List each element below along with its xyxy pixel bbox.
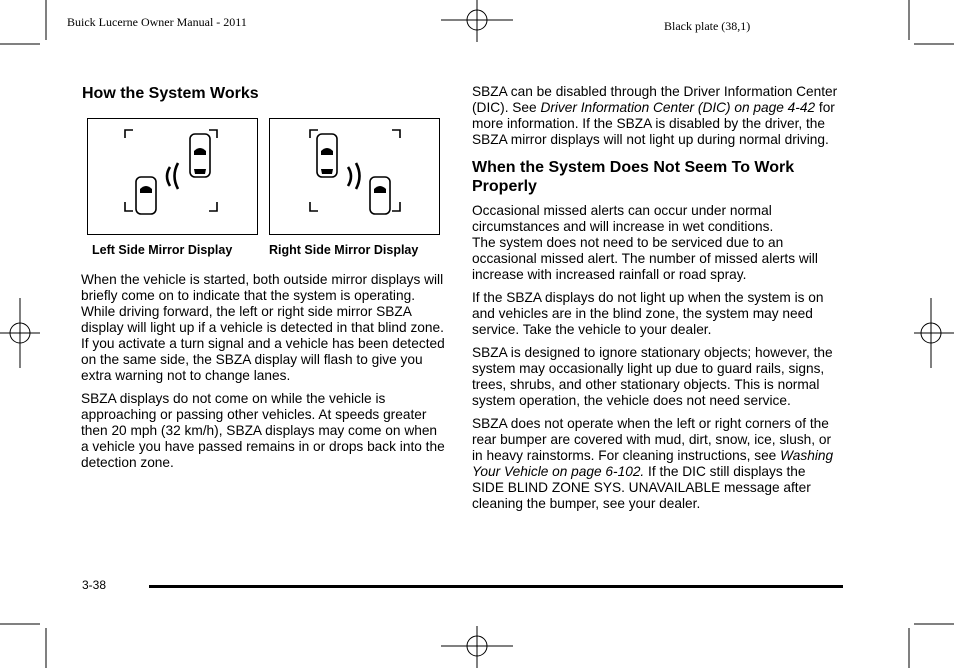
header-plate: Black plate (38,1) (664, 19, 751, 33)
page-number: 3-38 (82, 578, 107, 592)
cross-reference: Driver Information Center (DIC) on page 4-42 (540, 100, 816, 115)
left-mirror-figure (87, 118, 258, 235)
paragraph: If the SBZA displays do not light up when the system is on and vehicles are in the blind zone, the system may need service. Take the vehicle to your dealer. (472, 290, 824, 337)
paragraph: Occasional missed alerts can occur under normal circumstances and will increase in wet conditions. (472, 203, 774, 234)
text-span: If the DIC still displays the SIDE BLIND ZONE SYS. UNAVAILABLE message after cleaning the bumper, see your dealer. (472, 464, 811, 511)
text-span: SBZA does not operate when the left or right corners of the rear bumper are covered with mud, dirt, snow, ice, slush, or in heavy rainstorms. For cleaning instructions, see (472, 416, 832, 463)
section-heading: How the System Works (82, 85, 259, 102)
right-mirror-display-illustration (270, 119, 439, 234)
paragraph: SBZA is designed to ignore stationary objects; however, the system may occasionally light up due to guard rails, signs, trees, shrubs, and other stationary objects. This is normal system operation, the vehicle does not need service. (472, 345, 833, 408)
text-span: for more information. If the SBZA is disabled by the driver, the SBZA mirror displays will not light up during normal driving. (472, 100, 835, 147)
section-heading: When the System Does Not Seem To Work Properly (472, 159, 795, 195)
left-column (82, 84, 452, 103)
paragraph (472, 416, 838, 512)
paragraph (472, 84, 838, 148)
left-figure-caption: Left Side Mirror Display (92, 243, 233, 257)
footer-rule (149, 585, 843, 588)
left-mirror-display-illustration (88, 119, 257, 234)
paragraph: SBZA displays do not come on while the vehicle is approaching or passing other vehicles. At speeds greater then 20 mph (32 km/h), SBZA displays may come on when a vehicle you have passed remains in or drops back into the detection zone. (81, 391, 445, 470)
right-column (472, 84, 838, 519)
paragraph: When the vehicle is started, both outside mirror displays will briefly come on to indicate that the system is operating. While driving forward, the left or right side mirror SBZA display will light up if a vehicle is detected in that blind zone. If you activate a turn signal and a vehicle has been detected on the same side, the SBZA display will flash to give you extra warning not to change lanes. (81, 272, 445, 383)
right-mirror-figure (269, 118, 440, 235)
cross-reference: Washing Your Vehicle on page 6-102. (472, 448, 834, 479)
header-title: Buick Lucerne Owner Manual - 2011 (67, 15, 247, 29)
right-figure-caption: Right Side Mirror Display (269, 243, 419, 257)
text-span: SBZA can be disabled through the Driver Information Center (DIC). See (472, 84, 838, 115)
paragraph: The system does not need to be serviced due to an occasional missed alert. The number of missed alerts will increase with increased rainfall or road spray. (472, 235, 818, 282)
left-column-body (81, 272, 447, 478)
